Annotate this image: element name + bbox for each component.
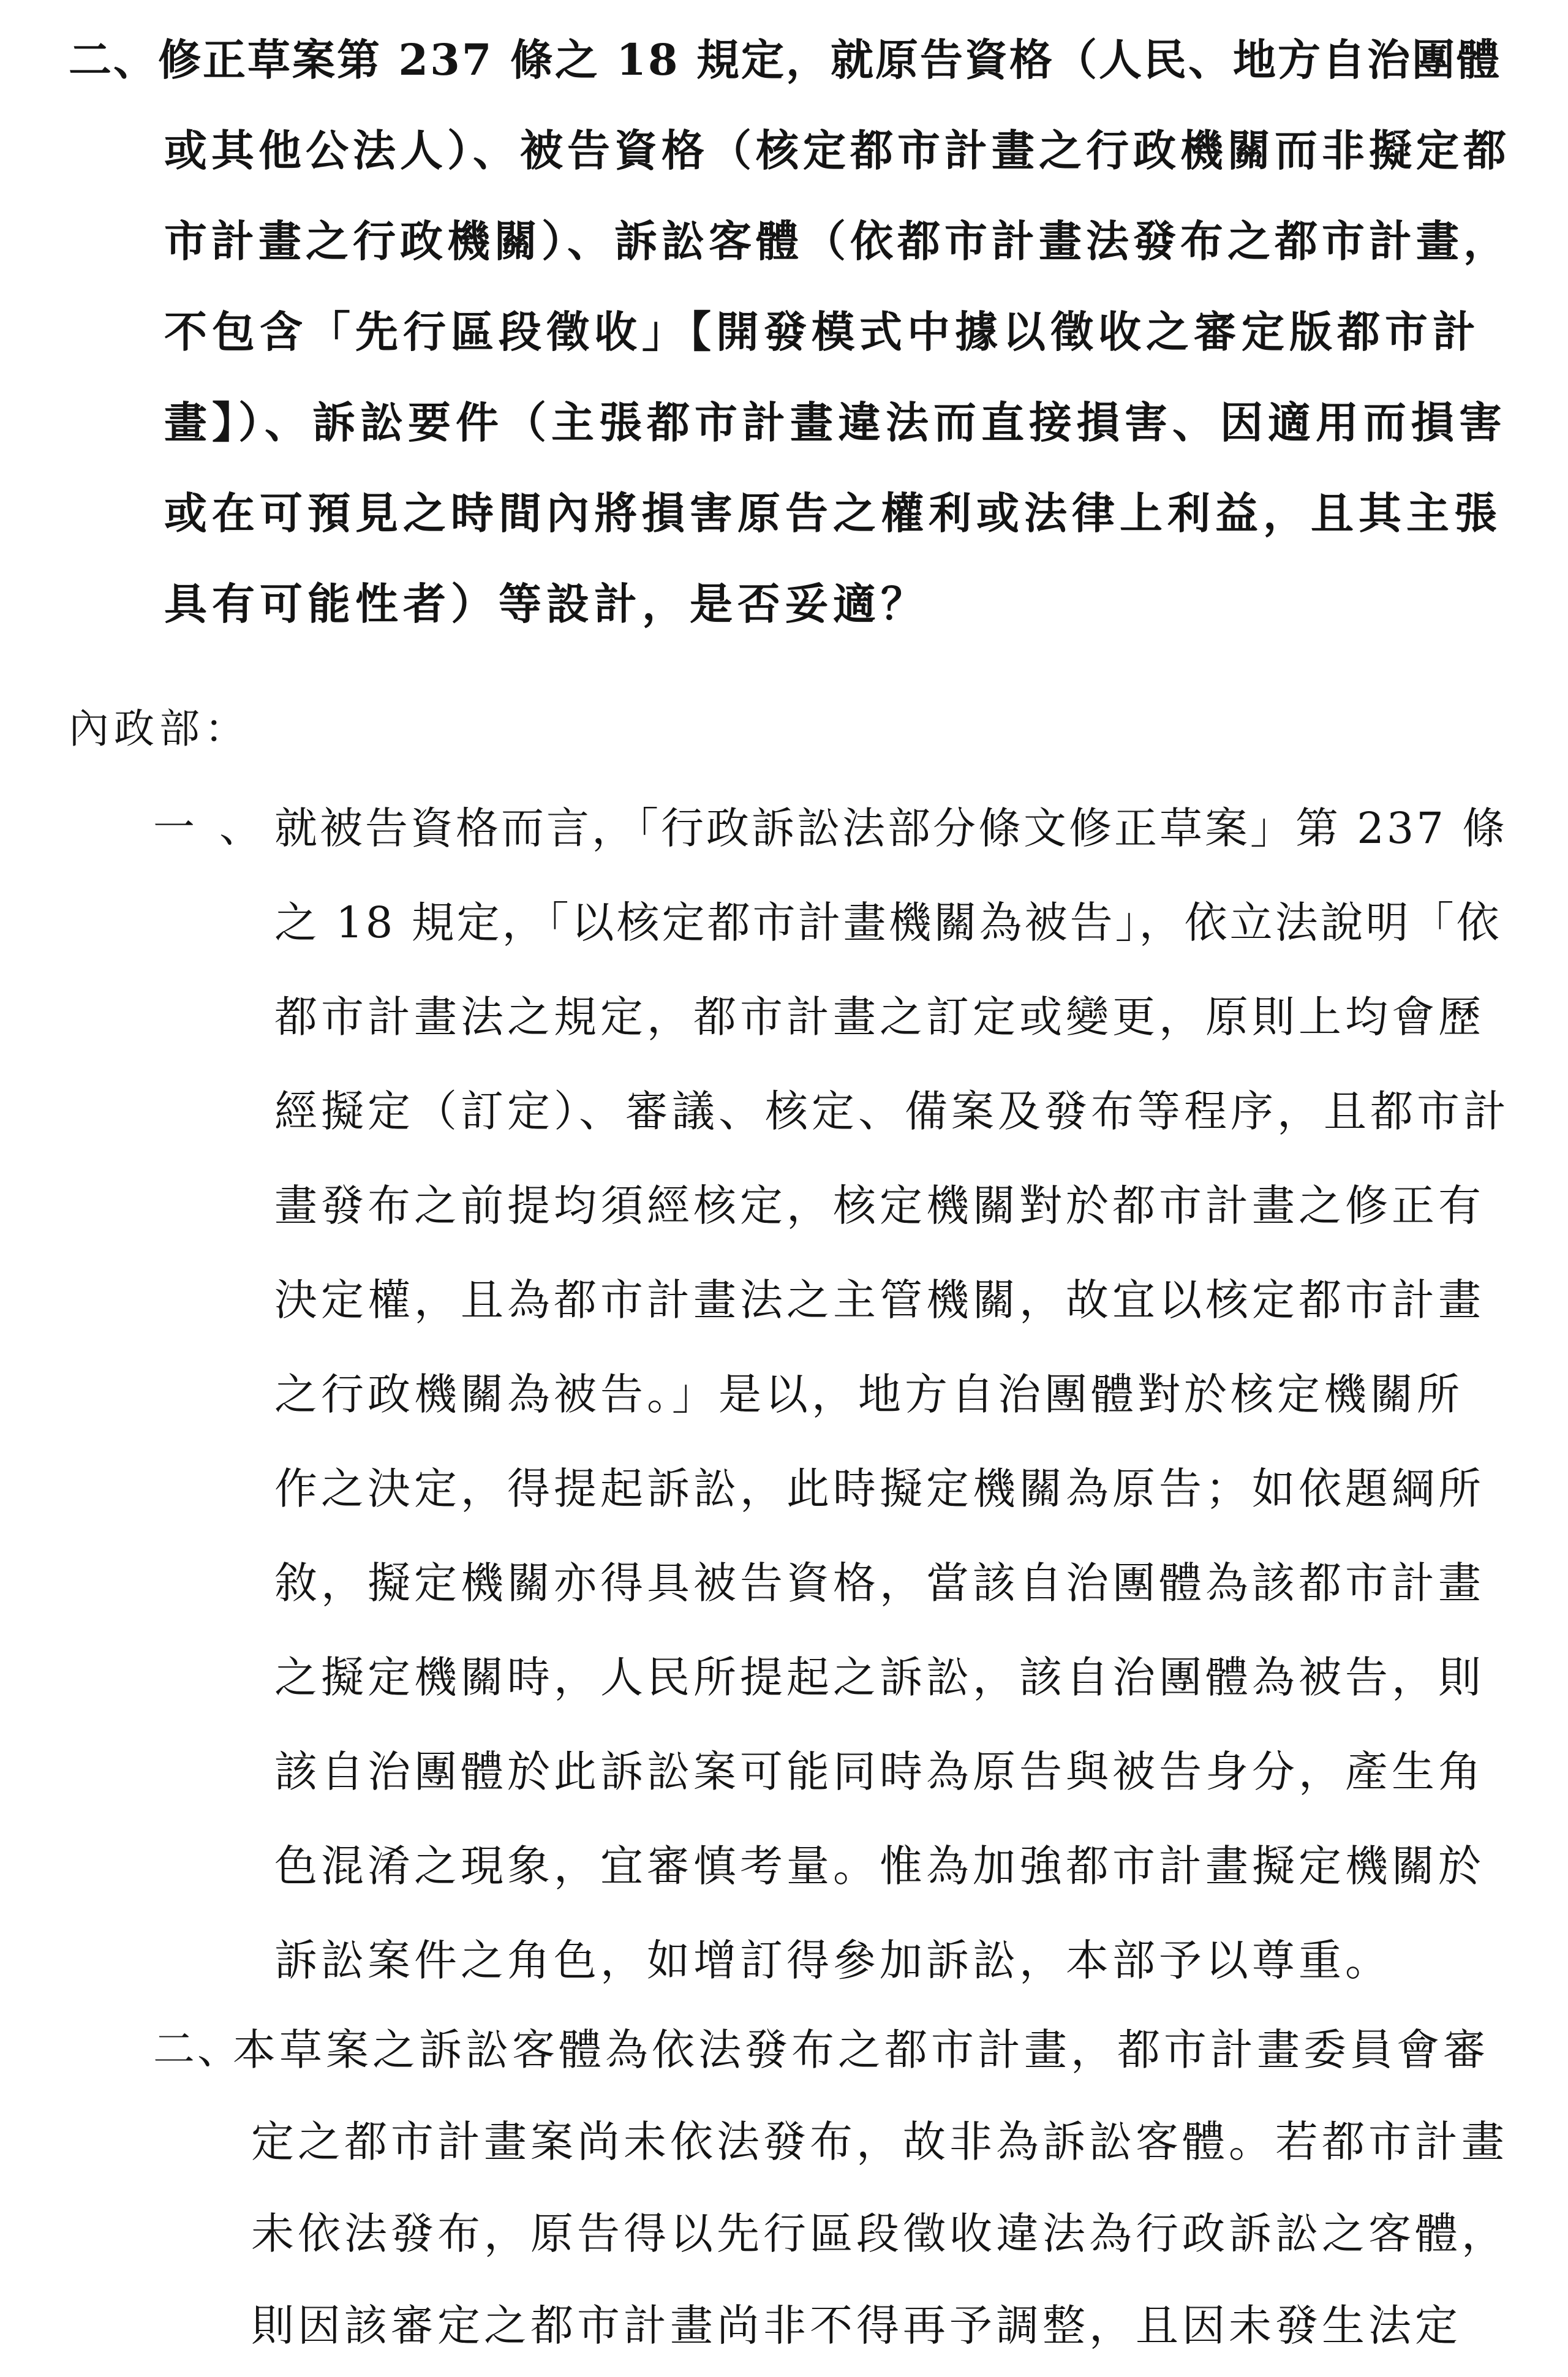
answer-line: 之行政機關為被告。」是以，地方自治團體對於核定機關所 <box>274 1369 1463 1419</box>
question-line: 或其他公法人）、被告資格（核定都市計畫之行政機關而非擬定都 <box>164 125 1510 176</box>
question-line: 不包含「先行區段徵收」【開發模式中據以徵收之審定版都市計 <box>164 306 1480 357</box>
speaker-label: 內政部： <box>69 705 250 752</box>
answer-line: 則因該審定之都市計畫尚非不得再予調整，且因未發生法定 <box>251 2300 1461 2351</box>
answer-line: 就被告資格而言，「行政訴訟法部分條文修正草案」第 237 條 <box>274 803 1508 853</box>
answer-line: 定之都市計畫案尚未依法發布，故非為訴訟客體。若都市計畫 <box>251 2117 1508 2167</box>
answer-line: 該自治團體於此訴訟案可能同時為原告與被告身分，產生角 <box>274 1747 1485 1797</box>
answer-line: 本草案之訴訟客體為依法發布之都市計畫，都市計畫委員會審 <box>233 2025 1490 2075</box>
answer-line: 作之決定，得提起訴訟，此時擬定機關為原告；如依題綱所 <box>274 1464 1485 1514</box>
answer-line: 畫發布之前提均須經核定，核定機關對於都市計畫之修正有 <box>274 1181 1485 1231</box>
answer-line: 經擬定（訂定）、審議、核定、備案及發布等程序，且都市計 <box>274 1086 1510 1136</box>
answer-line: 決定權，且為都市計畫法之主管機關，故宜以核定都市計畫 <box>274 1275 1485 1325</box>
answer-line: 都市計畫法之規定，都市計畫之訂定或變更，原則上均會歷 <box>274 992 1485 1042</box>
answer-line: 色混淆之現象，宜審慎考量。惟為加強都市計畫擬定機關於 <box>274 1841 1485 1891</box>
answer-line: 敘，擬定機關亦得具被告資格，當該自治團體為該都市計畫 <box>274 1558 1485 1608</box>
answer-line: 之擬定機關時，人民所提起之訴訟，該自治團體為被告，則 <box>274 1652 1485 1702</box>
answer-number: 二、 <box>153 2025 242 2074</box>
question-line: 畫】）、訴訟要件（主張都市計畫違法而直接損害、因適用而損害 <box>164 397 1507 448</box>
answer-line: 未依法發布，原告得以先行區段徵收違法為行政訴訟之客體， <box>251 2209 1508 2259</box>
answer-number: 一、 <box>153 804 286 852</box>
question-line: 具有可能性者）等設計，是否妥適？ <box>164 578 929 629</box>
question-line: 市計畫之行政機關）、訴訟客體（依都市計畫法發布之都市計畫， <box>164 216 1510 266</box>
question-line: 二、修正草案第 237 條之 18 規定，就原告資格（人民、地方自治團體 <box>69 34 1502 85</box>
question-line: 或在可預見之時間內將損害原告之權利或法律上利益，且其主張 <box>164 488 1502 539</box>
answer-line: 訴訟案件之角色，如增訂得參加訴訟，本部予以尊重。 <box>274 1935 1392 1986</box>
answer-line: 之 18 規定，「以核定都市計畫機關為被告」，依立法說明「依 <box>274 898 1502 948</box>
